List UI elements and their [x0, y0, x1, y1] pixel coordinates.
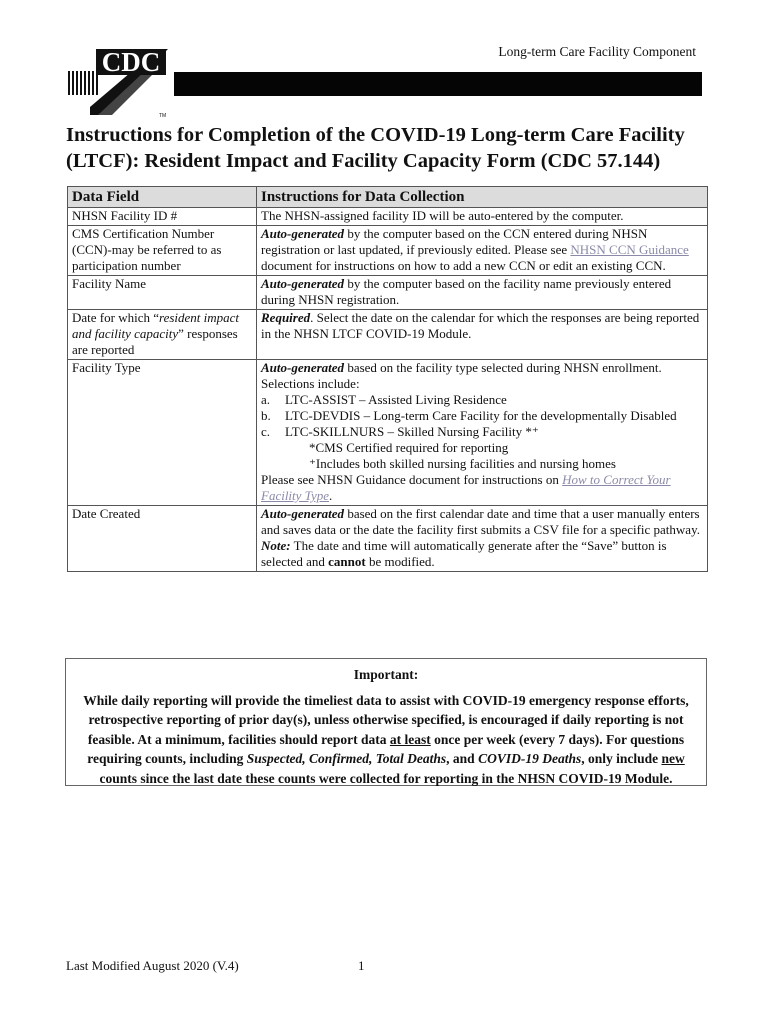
important-underline: new: [661, 751, 685, 766]
instr-text: .: [328, 488, 333, 503]
list-item: [261, 408, 703, 424]
instr-facility-name: [257, 276, 708, 310]
table-row: [68, 226, 708, 276]
list-text: LTC-ASSIST – Assisted Living Residence: [285, 392, 507, 407]
instr-text: Please see NHSN Guidance document for instructions on: [261, 472, 563, 487]
instr-date-reported: [257, 310, 708, 360]
instr-facility-type: [257, 360, 708, 506]
list-text: LTC-DEVDIS – Long-term Care Facility for the developmentally Disabled: [285, 408, 677, 423]
header-bar: [174, 72, 702, 96]
instructions-table: [67, 186, 708, 572]
cms-note: *CMS Certified required for reporting: [309, 440, 509, 455]
instr-text: The date and time will automatically generate after the “Save” button is selected and: [261, 538, 667, 569]
cannot-emphasis: cannot: [328, 554, 366, 569]
col-header-instructions: Instructions for Data Collection: [257, 187, 708, 208]
field-facility-type: Facility Type: [68, 360, 257, 506]
important-text: , only include: [581, 751, 662, 766]
auto-generated-label: Auto-generated: [261, 226, 345, 241]
instr-text: based on the first calendar date and time that a user manually enters and saves data or the date the facility first submits a CSV file for a specific pathway.: [261, 506, 700, 537]
component-label: Long-term Care Facility Component: [498, 44, 696, 59]
table-header-row: [68, 187, 708, 208]
col-header-data-field: Data Field: [68, 187, 257, 208]
instr-text: based on the facility type selected during NHSN enrollment. Selections include:: [261, 360, 662, 391]
field-text: ” responses are reported: [72, 326, 238, 357]
important-underline: at least: [389, 731, 431, 747]
instr-text: be modified.: [365, 554, 435, 569]
last-modified: Last Modified August 2020 (V.4): [66, 958, 239, 973]
important-title: Important:: [353, 667, 419, 682]
note-label: Note:: [261, 538, 291, 553]
list-text: LTC-SKILLNURS – Skilled Nursing Facility *⁺: [285, 424, 539, 439]
logo-trademark: TM: [159, 113, 167, 119]
important-text: , and: [446, 751, 479, 766]
facility-type-list: [261, 392, 703, 440]
field-facility-name: Facility Name: [68, 276, 257, 310]
auto-generated-label: Auto-generated: [261, 360, 345, 375]
field-facility-id: NHSN Facility ID #: [68, 208, 257, 226]
instr-text: document for instructions on how to add a new CCN or edit an existing CCN.: [261, 258, 666, 273]
important-body: [66, 691, 706, 789]
list-letter: b.: [261, 408, 271, 423]
table-row: [68, 310, 708, 360]
auto-generated-label: Auto-generated: [261, 506, 345, 521]
field-text: Date for which “: [72, 310, 159, 325]
instr-ccn: [257, 226, 708, 276]
table-row: [68, 208, 708, 226]
list-letter: a.: [261, 392, 271, 407]
instr-text: . Select the date on the calendar for which the responses are being reported in the NHSN LTCF COVID-19 Module.: [261, 310, 700, 341]
field-text-italic: resident impact and facility capacity: [72, 310, 240, 341]
important-text: counts since the last date these counts were collected for reporting in the NHSN COVID-19 Module.: [99, 770, 673, 786]
ccn-guidance-link[interactable]: NHSN CCN Guidance: [570, 242, 689, 257]
important-italic: Suspected, Confirmed, Total Deaths: [246, 751, 447, 766]
page-number: 1: [358, 958, 365, 973]
logo-text: CDC: [101, 47, 161, 77]
important-box: [65, 658, 707, 786]
field-date-reported: [68, 310, 257, 360]
table-row: [68, 506, 708, 572]
table-row: [68, 360, 708, 506]
list-letter: c.: [261, 424, 271, 439]
instr-text: by the computer based on the CCN entered during NHSN registration or last updated, if previously edited. Please see: [261, 226, 648, 257]
list-item: [261, 392, 703, 408]
important-text: once per week (every 7 days). For questions requiring counts, including: [87, 731, 685, 766]
field-date-created: Date Created: [68, 506, 257, 572]
instr-text: by the computer based on the facility name previously entered during NHSN registration.: [261, 276, 672, 307]
page-title: Instructions for Completion of the COVID-19 Long-term Care Facility (LTCF): Resident Impact and Facility Capacity Form (CDC 57.144): [66, 124, 685, 172]
correct-facility-type-link[interactable]: How to Correct Your Facility Type: [261, 472, 671, 503]
important-text: While daily reporting will provide the timeliest data to assist with COVID-19 emergency response efforts, retrospective reporting of prior day(s), unless otherwise specified, is encouraged if daily reporting is not feasible. At a minimum, facilities should report data: [83, 692, 689, 747]
cdc-logo: [68, 45, 172, 119]
instr-facility-id: The NHSN-assigned facility ID will be auto-entered by the computer.: [257, 208, 708, 226]
includes-note: ⁺Includes both skilled nursing facilities and nursing homes: [309, 456, 616, 471]
list-item: [261, 424, 703, 440]
important-italic: COVID-19 Deaths: [478, 751, 582, 766]
required-label: Required: [261, 310, 311, 325]
table-row: [68, 276, 708, 310]
auto-generated-label: Auto-generated: [261, 276, 345, 291]
field-ccn: CMS Certification Number (CCN)-may be referred to as participation number: [68, 226, 257, 276]
instr-date-created: [257, 506, 708, 572]
